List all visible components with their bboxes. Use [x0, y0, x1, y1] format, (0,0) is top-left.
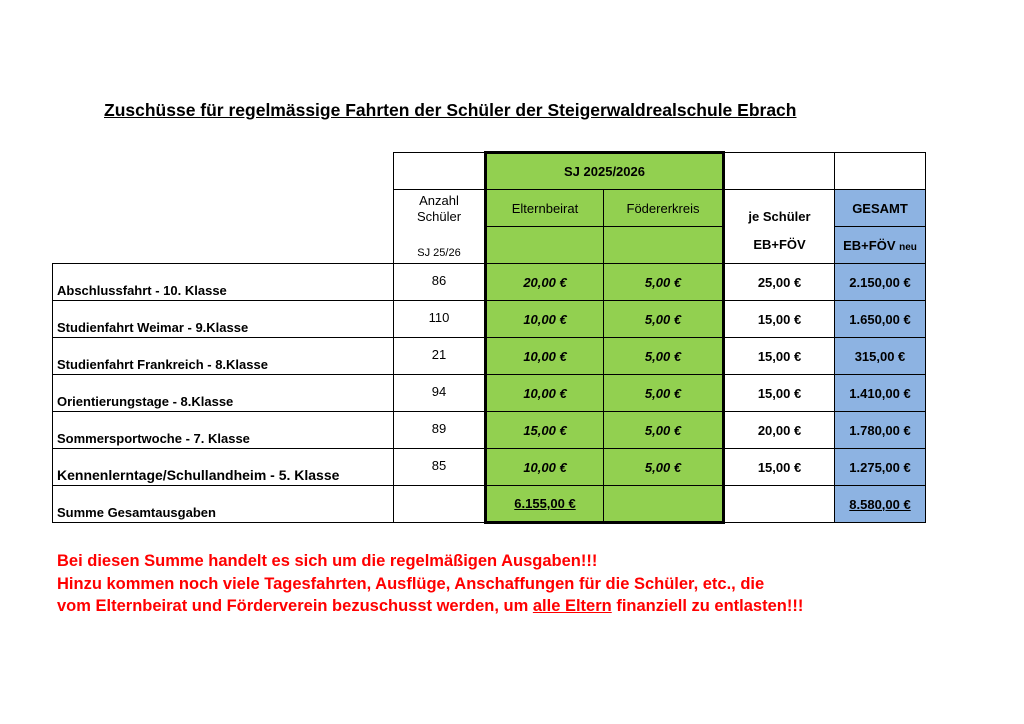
sj-small-label: SJ 25/26 [394, 227, 486, 264]
page-title: Zuschüsse für regelmässige Fahrten der Schüler der Steigerwaldrealschule Ebrach [104, 100, 797, 120]
row-label: Sommersportwoche - 7. Klasse [53, 412, 394, 449]
summary-fk-empty [604, 486, 724, 523]
row-anzahl: 21 [394, 338, 486, 375]
row-fk: 5,00 € [604, 338, 724, 375]
row-label: Kennenlerntage/Schullandheim - 5. Klasse [53, 449, 394, 486]
table-row [53, 264, 926, 301]
header-row-1 [53, 153, 926, 190]
row-eb: 20,00 € [486, 264, 604, 301]
row-fk: 5,00 € [604, 412, 724, 449]
note-line-3-underlined: alle Eltern [532, 597, 612, 615]
foerdererkreis-header: Födererkreis [604, 190, 724, 227]
summary-eb-total: 6.155,00 € [486, 486, 604, 523]
header-row-2 [53, 190, 926, 227]
row-gesamt: 315,00 € [835, 338, 926, 375]
anzahl-line2: Schüler [416, 208, 462, 224]
empty-corner [53, 153, 394, 190]
note-line-2: Hinzu kommen noch viele Tagesfahrten, Ausflüge, Anschaffungen für die Schüler, etc., die [57, 574, 765, 593]
empty-corner-3 [53, 227, 394, 264]
eb-foev-neu-main: EB+FÖV [843, 237, 896, 253]
notes-block [57, 550, 803, 618]
eb-foev-neu-label [835, 227, 926, 264]
row-je: 15,00 € [724, 375, 835, 412]
row-fk: 5,00 € [604, 264, 724, 301]
gesamt-header: GESAMT [835, 190, 926, 227]
eb-foev-label: EB+FÖV [724, 227, 835, 264]
row-eb: 15,00 € [486, 412, 604, 449]
row-fk: 5,00 € [604, 301, 724, 338]
table-row [53, 412, 926, 449]
je-schueler-header: je Schüler [724, 190, 835, 227]
anzahl-line1: Anzahl [419, 192, 459, 208]
summary-empty-anzahl [394, 486, 486, 523]
summary-gesamt-total: 8.580,00 € [835, 486, 926, 523]
subsidy-table [52, 151, 926, 524]
header-empty-je [724, 153, 835, 190]
row-je: 15,00 € [724, 301, 835, 338]
row-label: Studienfahrt Frankreich - 8.Klasse [53, 338, 394, 375]
header-empty-gesamt [835, 153, 926, 190]
row-anzahl: 86 [394, 264, 486, 301]
row-eb: 10,00 € [486, 375, 604, 412]
row-fk: 5,00 € [604, 375, 724, 412]
row-anzahl: 85 [394, 449, 486, 486]
row-gesamt: 1.650,00 € [835, 301, 926, 338]
table-row [53, 301, 926, 338]
row-gesamt: 1.410,00 € [835, 375, 926, 412]
header-empty-anzahl [394, 153, 486, 190]
row-anzahl: 110 [394, 301, 486, 338]
summary-label: Summe Gesamtausgaben [53, 486, 394, 523]
row-je: 25,00 € [724, 264, 835, 301]
row-gesamt: 1.275,00 € [835, 449, 926, 486]
row-gesamt: 1.780,00 € [835, 412, 926, 449]
row-eb: 10,00 € [486, 338, 604, 375]
elternbeirat-subheader [486, 227, 604, 264]
row-je: 15,00 € [724, 449, 835, 486]
note-line-1: Bei diesen Summe handelt es sich um die regelmäßigen Ausgaben!!! [57, 552, 598, 570]
table-row [53, 449, 926, 486]
eb-foev-neu-sup: neu [899, 241, 917, 253]
foerdererkreis-subheader [604, 227, 724, 264]
row-label: Orientierungstage - 8.Klasse [53, 375, 394, 412]
summary-row [53, 486, 926, 523]
row-eb: 10,00 € [486, 449, 604, 486]
note-line-3 [57, 595, 803, 618]
note-line-3-before: vom Elternbeirat und Förderverein bezuschusst werden, um [57, 597, 533, 615]
table-row [53, 338, 926, 375]
elternbeirat-header: Elternbeirat [486, 190, 604, 227]
row-anzahl: 94 [394, 375, 486, 412]
summary-empty-je [724, 486, 835, 523]
row-label: Studienfahrt Weimar - 9.Klasse [53, 301, 394, 338]
sj-header: SJ 2025/2026 [486, 153, 724, 190]
row-anzahl: 89 [394, 412, 486, 449]
row-label: Abschlussfahrt - 10. Klasse [53, 264, 394, 301]
header-row-3 [53, 227, 926, 264]
note-line-3-after: finanziell zu entlasten!!! [611, 597, 804, 615]
row-eb: 10,00 € [486, 301, 604, 338]
anzahl-header [394, 190, 486, 227]
row-gesamt: 2.150,00 € [835, 264, 926, 301]
table-row [53, 375, 926, 412]
row-fk: 5,00 € [604, 449, 724, 486]
row-je: 15,00 € [724, 338, 835, 375]
empty-corner-2 [53, 190, 394, 227]
row-je: 20,00 € [724, 412, 835, 449]
